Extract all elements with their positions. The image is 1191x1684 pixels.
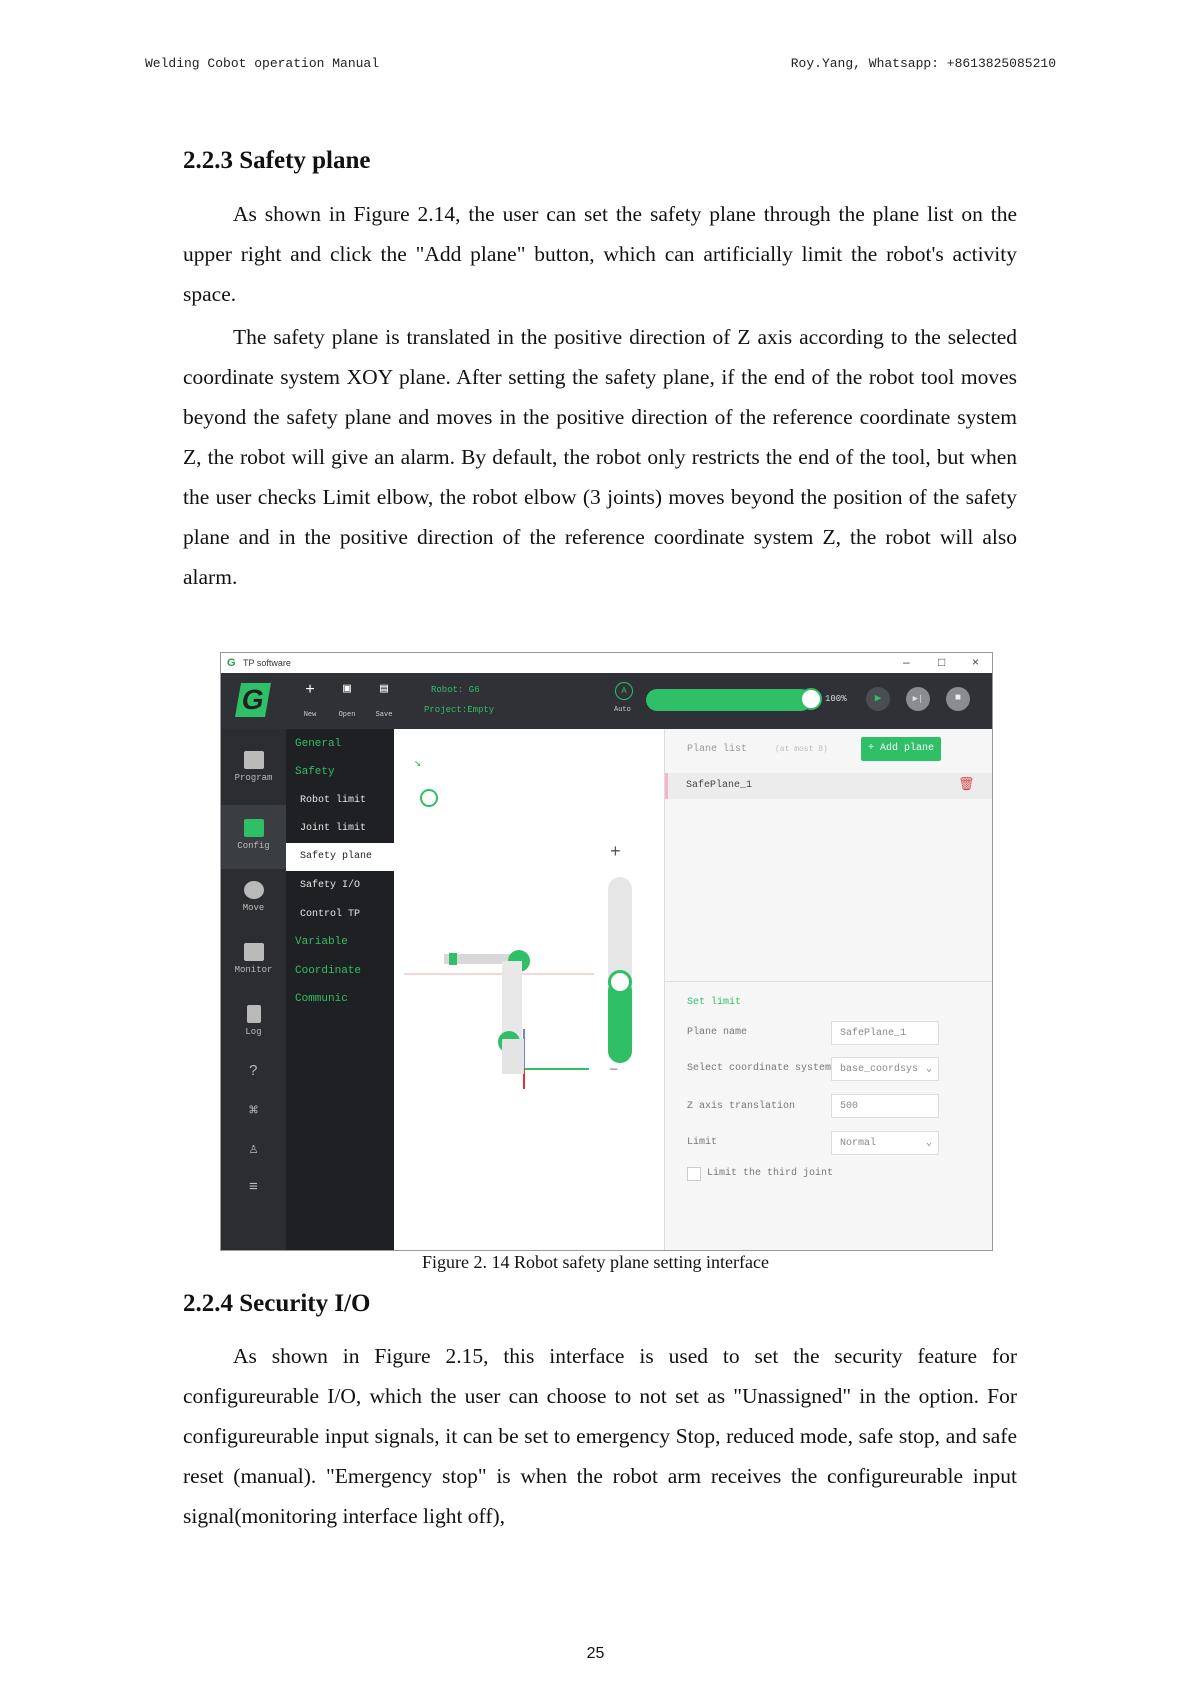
save-icon[interactable]: ▤ [380, 681, 388, 696]
robot-model-text: Robot: G6 [431, 685, 480, 695]
paragraph-security-io: As shown in Figure 2.15, this interface is used to set the security feature for configureurable I/O, which the user can choose to not set as "Unassigned" in the option. For configureurable input signals, it can be set to emergency Stop, reduced mode, safe stop, and safe reset (manual). "Emergency stop" is when the robot arm receives the configureurable input signal(monitoring interface light off), [183, 1344, 1017, 1528]
add-plus-icon: + [867, 743, 880, 754]
limit-select[interactable]: Normal ⌄ [831, 1131, 939, 1155]
apps-grid-icon[interactable]: ⌘ [248, 1103, 259, 1120]
section-heading-security-io: 2.2.4 Security I/O [183, 1290, 371, 1317]
safety-plane-panel [664, 729, 993, 1250]
move-icon [244, 881, 264, 899]
plane-name-label: Plane name [687, 1027, 748, 1038]
page-number: 25 [586, 1645, 605, 1662]
new-file-icon[interactable]: + [305, 681, 315, 699]
submenu-robot-limit[interactable]: Robot limit [300, 795, 367, 806]
menu-coordinate[interactable]: Coordinate [295, 965, 362, 977]
app-toolbar [221, 673, 992, 729]
app-title: TP software [243, 658, 291, 668]
z-translation-field[interactable]: 500 [831, 1094, 939, 1118]
submenu-joint-limit[interactable]: Joint limit [300, 823, 367, 834]
axis-gizmo-icon[interactable]: ↘ [414, 756, 422, 770]
paragraph-safety-plane-intro: As shown in Figure 2.14, the user can set the safety plane through the plane list on the upper right and click the "Add plane" button, which can artificially limit the robot's activity space. [183, 202, 1017, 306]
limit-third-joint-checkbox[interactable] [687, 1167, 701, 1181]
settings-menu [286, 729, 394, 1250]
running-header-title: Welding Cobot operation Manual [145, 56, 380, 71]
plane-list-item[interactable] [665, 773, 993, 799]
plane-name-field[interactable]: SafePlane_1 [831, 1021, 939, 1045]
coordinate-system-select[interactable]: base_coordsys ⌄ [831, 1057, 939, 1081]
rail-item-log[interactable]: Log [221, 1005, 286, 1037]
config-icon [244, 819, 264, 837]
submenu-control-tp[interactable]: Control TP [300, 909, 361, 920]
plane-list-title: Plane list [687, 744, 748, 755]
rail-item-config[interactable]: Config [221, 819, 286, 851]
open-label: Open [338, 711, 356, 719]
log-icon [247, 1005, 261, 1023]
section-heading-safety-plane: 2.2.3 Safety plane [183, 147, 371, 174]
height-slider-handle[interactable] [608, 970, 632, 994]
slider-plus-icon[interactable]: + [610, 843, 621, 863]
user-icon[interactable]: ♙ [248, 1141, 259, 1158]
chevron-down-icon: ⌄ [925, 1064, 932, 1075]
play-icon[interactable]: ▶ [866, 687, 890, 711]
submenu-safety-io[interactable]: Safety I/O [300, 880, 361, 891]
auto-mode-label: Auto [614, 706, 631, 714]
plane-item-name: SafePlane_1 [686, 780, 753, 791]
brand-logo-icon: G [235, 683, 271, 717]
limit-third-joint-label: Limit the third joint [707, 1168, 834, 1179]
add-plane-button[interactable]: + Add plane [861, 737, 941, 761]
stop-icon[interactable]: ■ [946, 687, 970, 711]
running-header-contact: Roy.Yang, Whatsapp: +8613825085210 [790, 56, 1056, 71]
plane-list-hint: (at most 8) [775, 745, 828, 754]
auto-mode-icon[interactable]: A [615, 682, 633, 700]
left-rail [221, 729, 286, 1250]
limit-label: Limit [687, 1137, 718, 1148]
coordinate-system-label: Select coordinate system [687, 1063, 832, 1074]
paragraph-safety-plane-detail: The safety plane is translated in the positive direction of Z axis according to the selected coordinate system XOY plane. After setting the safety plane, if the end of the robot tool moves beyond the safety plane and moves in the positive direction of the reference coordinate system Z, the robot will give an alarm. By default, the robot only restricts the end of the tool, but when the user checks Limit elbow, the robot elbow (3 joints) moves beyond the position of the safety plane and in the positive direction of the reference coordinate system Z, the robot will also alarm. [183, 325, 1017, 589]
slider-minus-icon[interactable]: — [610, 1062, 618, 1076]
menu-icon[interactable]: ≡ [248, 1179, 258, 1196]
speed-value: 100% [825, 694, 847, 704]
open-folder-icon[interactable]: ▣ [343, 681, 351, 696]
speed-slider-track[interactable] [646, 689, 812, 711]
app-titlebar [221, 653, 992, 673]
submenu-safety-plane[interactable]: Safety plane [300, 851, 373, 862]
close-icon[interactable]: × [972, 655, 980, 669]
step-icon[interactable]: ▶| [906, 687, 930, 711]
monitor-icon [244, 943, 264, 961]
chevron-down-icon: ⌄ [925, 1138, 932, 1149]
app-logo-icon: G [227, 657, 236, 669]
menu-safety[interactable]: Safety [295, 766, 335, 778]
new-label: New [303, 711, 317, 719]
program-icon [244, 751, 264, 769]
project-name-text: Project:Empty [424, 705, 495, 715]
figure-caption: Figure 2. 14 Robot safety plane setting interface [422, 1252, 769, 1272]
delete-trash-icon[interactable]: 🗑 [958, 777, 975, 792]
z-translation-label: Z axis translation [687, 1101, 796, 1112]
figure-screenshot [220, 652, 993, 1251]
help-icon[interactable]: ? [248, 1063, 258, 1080]
rail-item-monitor[interactable]: Monitor [221, 943, 286, 975]
save-label: Save [375, 711, 393, 719]
maximize-icon[interactable]: □ [938, 655, 946, 669]
menu-general[interactable]: General [295, 738, 342, 750]
rail-item-move[interactable]: Move [221, 881, 286, 913]
speed-slider-handle[interactable] [800, 688, 822, 710]
rail-item-program[interactable]: Program [221, 751, 286, 783]
robot-3d-viewport[interactable] [394, 729, 664, 1250]
set-limit-title: Set limit [687, 997, 742, 1008]
panel-divider [665, 981, 993, 982]
menu-communic[interactable]: Communic [295, 993, 348, 1005]
minimize-icon[interactable]: – [903, 655, 910, 669]
menu-variable[interactable]: Variable [295, 936, 348, 948]
